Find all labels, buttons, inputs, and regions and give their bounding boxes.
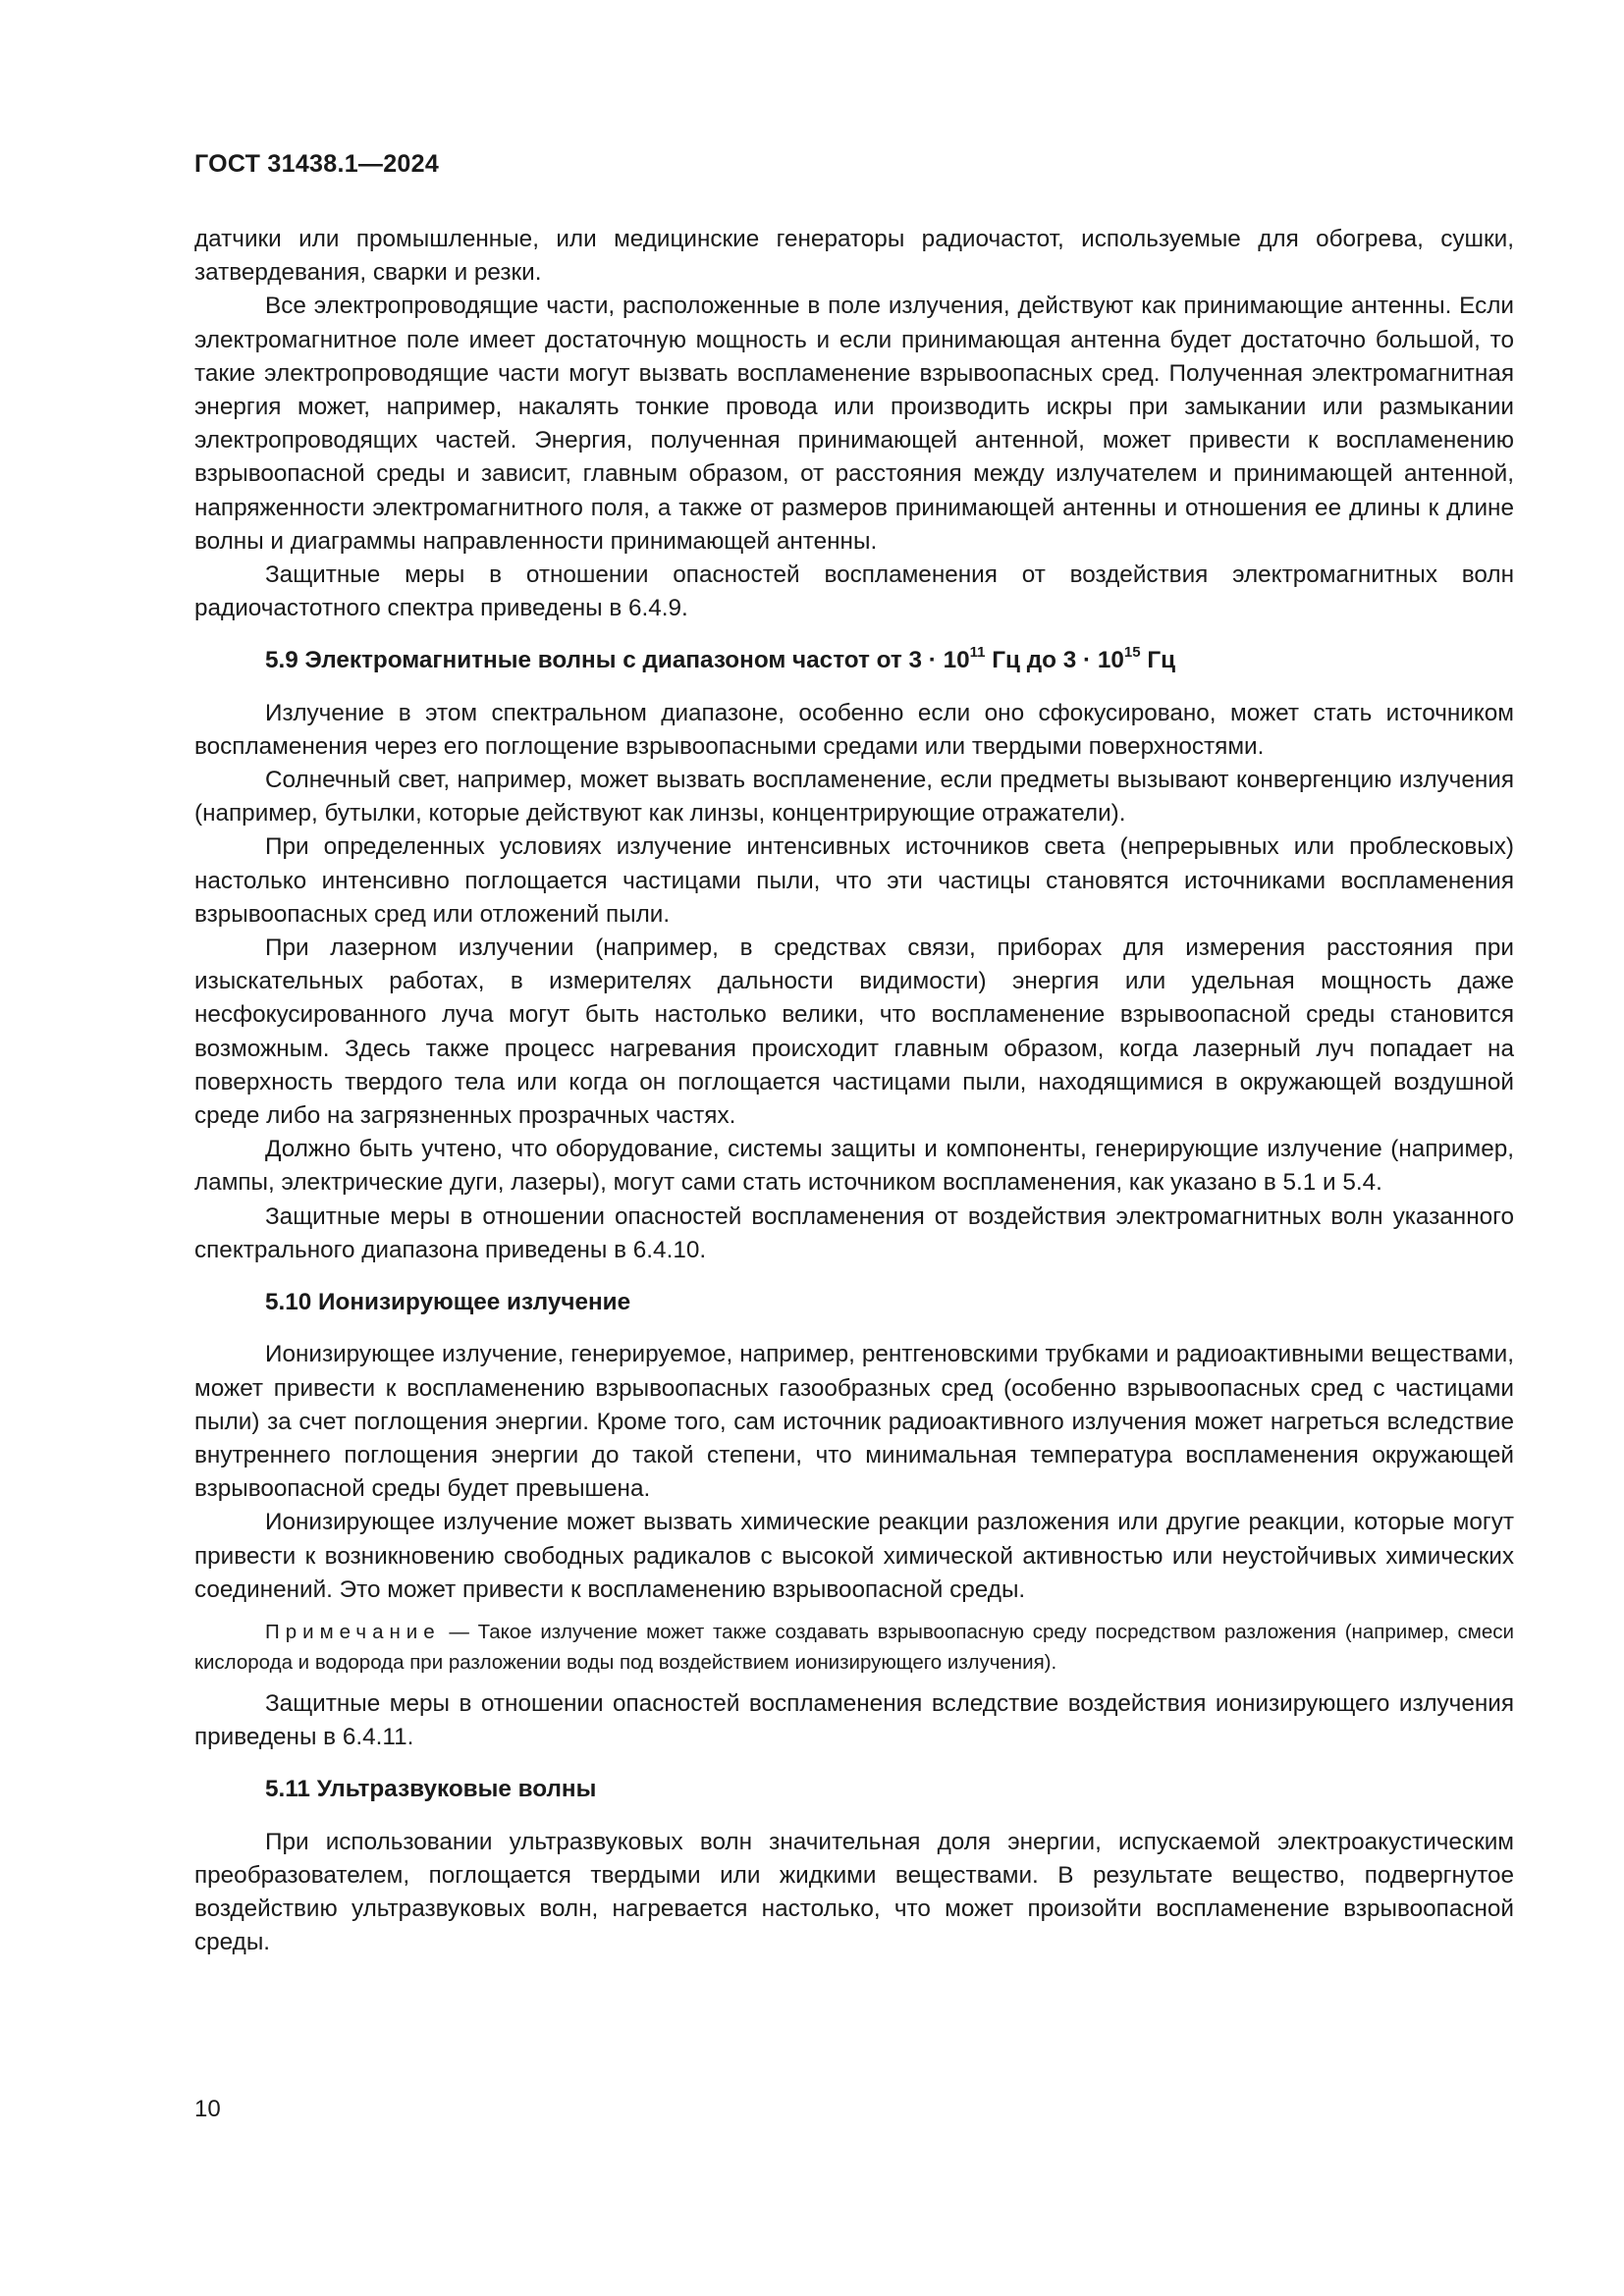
document-header: ГОСТ 31438.1—2024 <box>194 150 440 178</box>
paragraph: Защитные меры в отношении опасностей воспламенения вследствие воздействия ионизирующего излучения приведены в 6.4.11. <box>194 1689 1514 1751</box>
paragraph: Солнечный свет, например, может вызвать воспламенение, если предметы вызывают конвергенцию излучения (например, бутылки, которые действуют как линзы, концентрирующие отражатели). <box>194 767 1514 828</box>
paragraph: датчики или промышленные, или медицинские генераторы радиочастот, используемые для обогрева, сушки, затвердевания, сварки и резки. <box>194 226 1514 287</box>
paragraph: Защитные меры в отношении опасностей воспламенения от воздействия электромагнитных волн радиочастотного спектра приведены в 6.4.9. <box>194 561 1514 622</box>
heading-text: Гц до 3 · 10 <box>985 647 1124 674</box>
paragraph: Защитные меры в отношении опасностей воспламенения от воздействия электромагнитных волн указанного спектрального диапазона приведены в 6.4.10. <box>194 1202 1514 1263</box>
note-label: Примечание <box>265 1620 441 1643</box>
section-heading-5-9 <box>265 644 1514 677</box>
paragraph: При лазерном излучении (например, в средствах связи, приборах для измерения расстояния при изыскательных работах, в измерителях дальности видимости) энергия или удельная мощность даже несфокусированного луча могут быть настолько велики, что воспламенение взрывоопасной среды становится возможным. Здесь также процесс нагревания происходит главным образом, когда лазерный луч попадает на поверхность твердого тела или когда он поглощается частицами пыли, находящимися в окружающей воздушной среде либо на загрязненных прозрачных частях. <box>194 934 1514 1130</box>
paragraph: Излучение в этом спектральном диапазоне, особенно если оно сфокусировано, может стать источником воспламенения через его поглощение взрывоопасными средами или твердыми поверхностями. <box>194 699 1514 760</box>
paragraph: Ионизирующее излучение, генерируемое, например, рентгеновскими трубками и радиоактивными веществами, может привести к воспламенению взрывоопасных газообразных сред (особенно взрывоопасных сред с частицами пыли) за счет поглощения энергии. Кроме того, сам источник радиоактивного излучения может нагреться вследствие внутреннего поглощения энергии до такой степени, что минимальная температура воспламенения окружающей взрывоопасной среды будет превышена. <box>194 1341 1514 1503</box>
paragraph: Ионизирующее излучение может вызвать химические реакции разложения или другие реакции, которые могут привести к возникновению свободных радикалов с высокой химической активностью или неустойчивых химических соединений. Это может привести к воспламенению взрывоопасной среды. <box>194 1509 1514 1603</box>
paragraph: Должно быть учтено, что оборудование, системы защиты и компоненты, генерирующие излучение (например, лампы, электрические дуги, лазеры), могут сами стать источником воспламенения, как указано в 5.1 и 5.4. <box>194 1136 1514 1197</box>
note-text: — Такое излучение может также создавать взрывоопасную среду посредством разложения (например, смеси кислорода и водорода при разложении воды под воздействием ионизирующего излучения). <box>194 1620 1514 1674</box>
heading-text: Гц <box>1140 647 1176 674</box>
heading-exponent: 11 <box>969 644 986 662</box>
note <box>194 1617 1514 1678</box>
heading-text: 5.9 Электромагнитные волны с диапазоном частот от 3 · 10 <box>265 647 970 674</box>
paragraph: При использовании ультразвуковых волн значительная доля энергии, испускаемой электроакустическим преобразователем, поглощается твердыми или жидкими веществами. В результате вещество, подвергнутое воздействию ультразвуковых волн, нагревается настолько, что может произойти воспламенение взрывоопасной среды. <box>194 1828 1514 1956</box>
paragraph: Все электропроводящие части, расположенные в поле излучения, действуют как принимающие антенны. Если электромагнитное поле имеет достаточную мощность и если принимающая антенна будет достаточно большой, то такие электропроводящие части могут вызвать воспламенение взрывоопасных сред. Полученная электромагнитная энергия может, например, накалять тонкие провода или производить искры при замыкании или размыкании электропроводящих частей. Энергия, полученная принимающей антенной, может привести к воспламенению взрывоопасной среды и зависит, главным образом, от расстояния между излучателем и принимающей антенной, напряженности электромагнитного поля, а также от размеров принимающей антенны и отношения ее длины к длине волны и диаграммы направленности принимающей антенны. <box>194 293 1514 555</box>
paragraph: При определенных условиях излучение интенсивных источников света (непрерывных или проблесковых) настолько интенсивно поглощается частицами пыли, что эти частицы становятся источниками воспламенения взрывоопасных сред или отложений пыли. <box>194 833 1514 928</box>
page-number: 10 <box>194 2096 221 2122</box>
section-heading-5-10: 5.10 Ионизирующее излучение <box>265 1289 631 1316</box>
heading-exponent: 15 <box>1123 644 1141 662</box>
document-body <box>194 223 1514 1959</box>
section-heading-5-11: 5.11 Ультразвуковые волны <box>265 1776 597 1803</box>
